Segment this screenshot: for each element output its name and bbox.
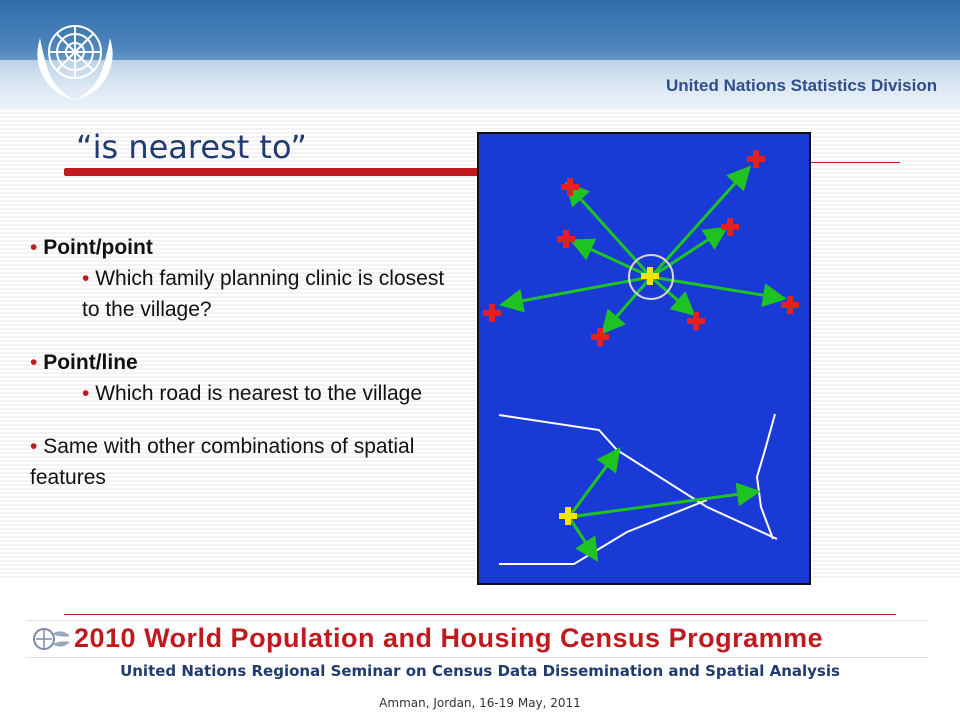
- bullet-point-point: [30, 232, 460, 263]
- bullet-heading: Point/line: [43, 351, 138, 374]
- bullet-dot: •: [30, 435, 38, 458]
- sub-bullet: [30, 378, 460, 409]
- sub-bullet-text: Which family planning clinic is closest to the village?: [82, 267, 445, 321]
- seminar-dates: Amman, Jordan, 16-19 May, 2011: [379, 696, 581, 710]
- census-banner: [26, 620, 928, 658]
- slide-title: “is nearest to”: [76, 128, 307, 166]
- banner-title: 2010 World Population and Housing Census Programme: [74, 623, 824, 653]
- bullet-heading: Point/point: [43, 236, 153, 259]
- slide-header: [0, 0, 960, 108]
- bullet-point-line: [30, 347, 460, 378]
- bullet-dot: •: [82, 382, 90, 405]
- diagram-background: [477, 132, 811, 585]
- title-underline: [64, 168, 484, 176]
- title-rule: [810, 162, 900, 163]
- bullet-text: Same with other combinations of spatial features: [30, 435, 415, 489]
- sub-bullet-text: Which road is nearest to the village: [95, 382, 423, 405]
- nearest-diagram: [477, 132, 811, 585]
- globe-leaf-icon: [30, 624, 72, 654]
- un-emblem-icon: [20, 8, 130, 108]
- sub-bullet: [30, 263, 460, 325]
- seminar-title: United Nations Regional Seminar on Census Data Dissemination and Spatial Analysis: [120, 662, 840, 680]
- bullet-dot: •: [30, 236, 38, 259]
- bullet-other: [30, 431, 460, 493]
- footer-rule: [64, 614, 896, 615]
- bullet-dot: •: [82, 267, 90, 290]
- bullet-list: [30, 232, 460, 493]
- bullet-dot: •: [30, 351, 38, 374]
- org-name: United Nations Statistics Division: [666, 76, 938, 95]
